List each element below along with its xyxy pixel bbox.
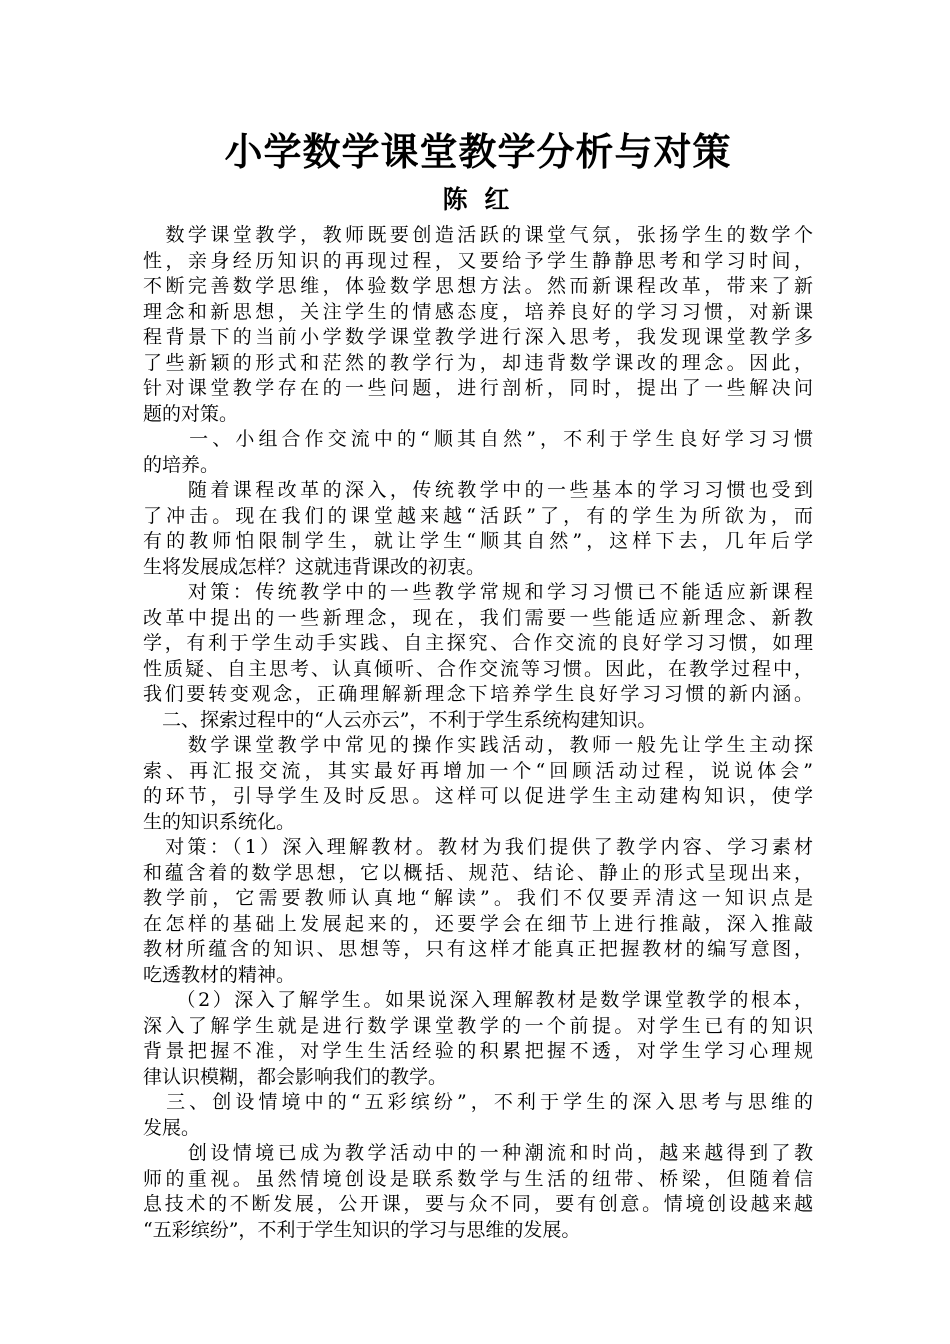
text-line: （2）深入了解学生。如果说深入理解教材是数学课堂教学的根本， — [143, 989, 813, 1011]
text-line: “五彩缤纷”，不利于学生知识的学习与思维的发展。 — [143, 1218, 581, 1241]
text-line: 性质疑、自主思考、认真倾听、合作交流等习惯。因此，在教学过程中， — [143, 657, 813, 680]
text-line: 吃透教材的精神。 — [143, 963, 296, 986]
text-line: 我们要转变观念，正确理解新理念下培养学生良好学习习惯的新内涵。 — [143, 683, 813, 705]
text-line: 师的重视。虽然情境创设是联系数学与生活的纽带、桥梁，但随着信 — [143, 1167, 813, 1190]
text-line: 数学课堂教学中常见的操作实践活动，教师一般先让学生主动探 — [143, 734, 813, 756]
text-line: 索、再汇报交流，其实最好再增加一个“回顾活动过程，说说体会” — [143, 759, 813, 782]
text-line: 一、小组合作交流中的“顺其自然”，不利于学生良好学习习惯 — [143, 428, 813, 450]
text-line: 二、探索过程中的“人云亦云”，不利于学生系统构建知识。 — [143, 708, 657, 731]
text-line: 创设情境已成为教学活动中的一种潮流和时尚，越来越得到了教 — [143, 1142, 813, 1164]
text-line: 背景把握不准，对学生生活经验的积累把握不透，对学生学习心理规 — [143, 1040, 813, 1062]
text-line: 学，有利于学生动手实践、自主探究、合作交流的良好学习习惯，如理 — [143, 632, 813, 654]
text-line: 改革中提出的一些新理念，现在，我们需要一些能适应新理念、新教 — [143, 606, 813, 629]
text-line: 程背景下的当前小学数学课堂教学进行深入思考，我发现课堂教学多 — [143, 326, 813, 348]
text-line: 随着课程改革的深入，传统教学中的一些基本的学习习惯也受到 — [143, 479, 813, 501]
document-title: 小学数学课堂教学分析与对策 — [224, 129, 732, 174]
text-line: 在怎样的基础上发展起来的，还要学会在细节上进行推敲，深入推敲 — [143, 912, 813, 935]
text-line: 有的教师怕限制学生，就让学生“顺其自然”，这样下去，几年后学 — [143, 530, 813, 552]
text-line: 发展。 — [143, 1116, 201, 1139]
text-line: 不断完善数学思维，体验数学思想方法。然而新课程改革，带来了新 — [143, 275, 813, 297]
text-line: 教材所蕴含的知识、思想等，只有这样才能真正把握教材的编写意图， — [143, 938, 813, 960]
text-line: 的培养。 — [143, 453, 220, 476]
text-line: 生将发展成怎样？这就违背课改的初衷。 — [143, 555, 486, 578]
text-line: 性，亲身经历知识的再现过程，又要给予学生静静思考和学习时间， — [143, 249, 813, 272]
text-line: 的环节，引导学生及时反思。这样可以促进学生主动建构知识，使学 — [143, 785, 813, 807]
author-name: 陈 红 — [442, 185, 514, 214]
text-line: 深入了解学生就是进行数学课堂教学的一个前提。对学生已有的知识 — [143, 1014, 813, 1037]
text-line: 息技术的不断发展，公开课，要与众不同，要有创意。情境创设越来越 — [143, 1193, 813, 1215]
text-line: 生的知识系统化。 — [143, 810, 296, 833]
text-line: 针对课堂教学存在的一些问题，进行剖析，同时，提出了一些解决问 — [143, 377, 813, 399]
text-line: 和蕴含着的数学思想，它以概括、规范、结论、静止的形式呈现出来， — [143, 861, 813, 884]
text-line: 数学课堂教学，教师既要创造活跃的课堂气氛，张扬学生的数学个 — [143, 224, 813, 246]
text-line: 理念和新思想，关注学生的情感态度，培养良好的学习习惯，对新课 — [143, 300, 813, 323]
text-line: 对策：传统教学中的一些教学常规和学习习惯已不能适应新课程 — [143, 581, 813, 603]
text-line: 三、创设情境中的“五彩缤纷”，不利于学生的深入思考与思维的 — [143, 1091, 813, 1113]
text-line: 律认识模糊，都会影响我们的教学。 — [143, 1065, 448, 1088]
text-line: 了些新颖的形式和茫然的教学行为，却违背数学课改的理念。因此， — [143, 351, 813, 374]
body-text — [143, 223, 813, 1243]
text-line: 题的对策。 — [143, 402, 239, 425]
text-line: 对策：（1）深入理解教材。教材为我们提供了教学内容、学习素材 — [143, 836, 813, 858]
text-line: 教学前，它需要教师认真地“解读”。我们不仅要弄清这一知识点是 — [143, 887, 813, 909]
text-line: 了冲击。现在我们的课堂越来越“活跃”了，有的学生为所欲为，而 — [143, 504, 813, 527]
